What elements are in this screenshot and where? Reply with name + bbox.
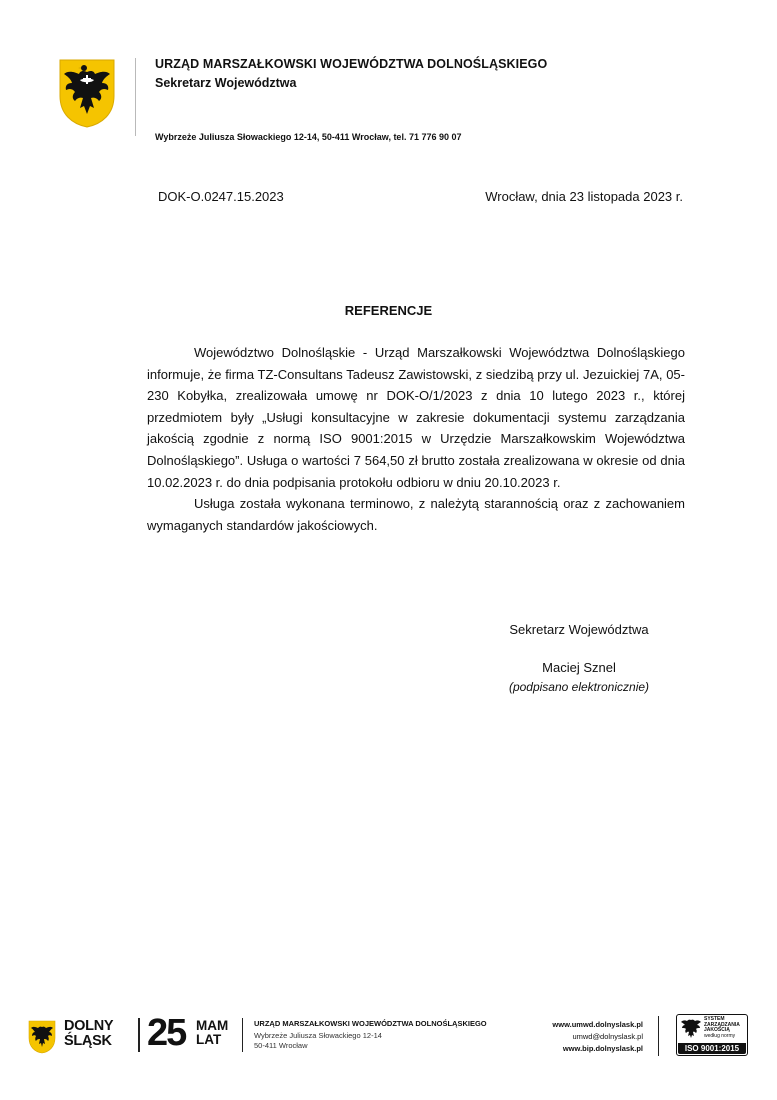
iso-certification-badge — [676, 1014, 748, 1056]
iso-eagle-icon — [680, 1017, 702, 1039]
iso-text-line1: SYSTEM — [704, 1016, 725, 1022]
anniversary-text — [196, 1019, 228, 1047]
iso-text-line3: JAKOŚCIĄ — [704, 1027, 730, 1034]
footer-divider — [138, 1018, 140, 1052]
signature-role: Sekretarz Województwa — [509, 622, 649, 637]
footer-divider — [658, 1016, 659, 1056]
document-title: REFERENCJE — [344, 303, 433, 318]
footer-coat-of-arms-icon — [28, 1020, 56, 1054]
document-reference: DOK-O.0247.15.2023 — [158, 189, 284, 204]
footer-brand-line1: DOLNY — [64, 1018, 114, 1034]
anniversary-number: 25 — [147, 1012, 186, 1054]
signature-note: (podpisano elektronicznie) — [508, 680, 650, 694]
anniversary-line2: LAT — [196, 1032, 222, 1047]
footer-org-name: URZĄD MARSZAŁKOWSKI WOJEWÓDZTWA DOLNOŚLĄSKIEGO — [254, 1019, 487, 1028]
body-paragraph-1: Województwo Dolnośląskie - Urząd Marszałkowski Województwa Dolnośląskiego informuje, że firma TZ-Consultans Tadeusz Zawistowski, z siedzibą przy ul. Jezuickiej 7A, 05-230 Kobyłka, zrealizowała umowę nr DOK-O/1/2023 z dnia 10 lutego 2023 r., której przedmiotem były „Usługi konsultacyjne w zakresie dokumentacji systemu zarządzania jakością zgodnie z normą ISO 9001:2015 w Urzędzie Marszałkowskim Województwa Dolnośląskiego”. Usługa o wartości 7 564,50 zł brutto została zrealizowana w okresie od dnia 10.02.2023 r. do dnia podpisania protokołu odbioru w dniu 20.10.2023 r. — [147, 345, 685, 490]
footer-email-link[interactable]: umwd@dolnyslask.pl — [572, 1032, 643, 1041]
document-body — [147, 342, 685, 536]
footer-links — [500, 1019, 643, 1055]
signature-name: Maciej Sznel — [542, 660, 616, 675]
footer-address-line1: Wybrzeże Juliusza Słowackiego 12-14 — [254, 1031, 382, 1040]
iso-standard-label: ISO 9001:2015 — [678, 1043, 746, 1054]
body-paragraph-2: Usługa została wykonana terminowo, z należytą starannością oraz z zachowaniem wymaganych standardów jakościowych. — [147, 496, 685, 533]
anniversary-line1: MAM — [196, 1018, 229, 1033]
org-address: Wybrzeże Juliusza Słowackiego 12-14, 50-411 Wrocław, tel. 71 776 90 07 — [155, 132, 462, 142]
footer-website-link[interactable]: www.umwd.dolnyslask.pl — [552, 1020, 643, 1029]
place-date: Wrocław, dnia 23 listopada 2023 r. — [485, 189, 683, 204]
footer-address-line2: 50-411 Wrocław — [254, 1041, 308, 1050]
footer-address — [254, 1031, 382, 1051]
footer-divider — [242, 1018, 243, 1052]
footer-bip-link[interactable]: www.bip.dolnyslask.pl — [562, 1044, 643, 1053]
footer-brand — [64, 1019, 113, 1049]
header-divider — [135, 58, 136, 136]
iso-text — [704, 1017, 740, 1039]
department-name: Sekretarz Województwa — [155, 76, 297, 90]
iso-text-line4: według normy — [704, 1032, 736, 1039]
iso-text-line2: ZARZĄDZANIA — [704, 1021, 740, 1028]
org-name: URZĄD MARSZAŁKOWSKI WOJEWÓDZTWA DOLNOŚLĄSKIEGO — [155, 57, 548, 71]
footer-brand-line2: ŚLĄSK — [64, 1033, 112, 1049]
coat-of-arms-icon — [58, 58, 116, 128]
